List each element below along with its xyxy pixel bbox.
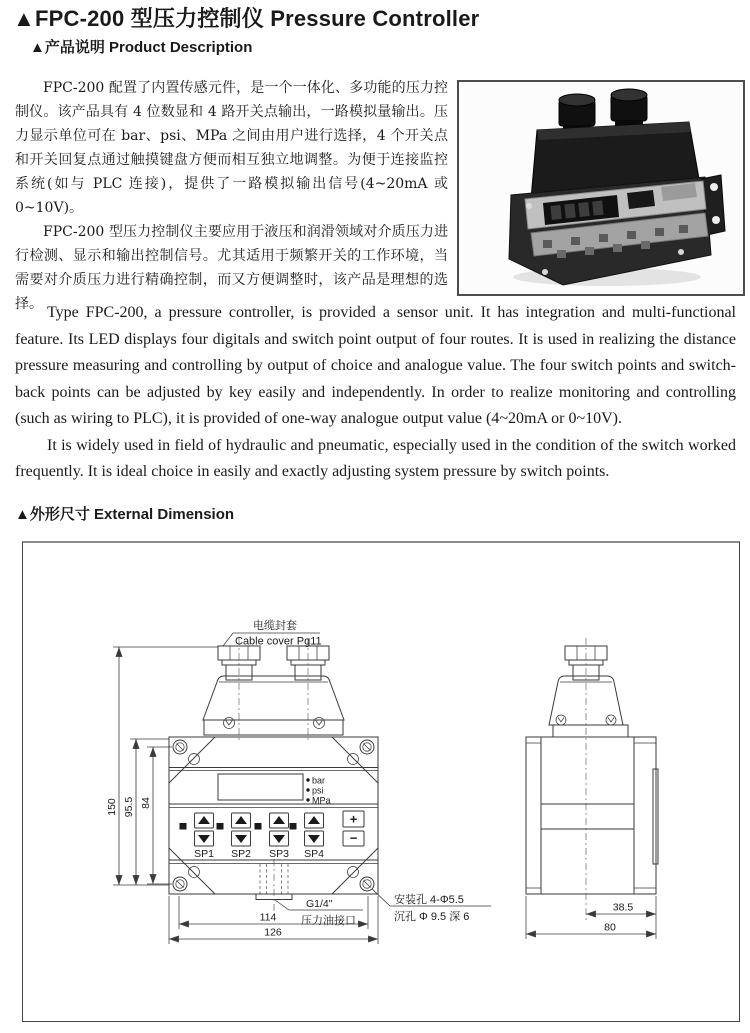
led-dot-icon xyxy=(306,788,309,791)
unit-led-label-bar: bar xyxy=(312,775,326,786)
dim-150-label: 150 xyxy=(106,798,118,816)
description-english xyxy=(15,300,736,486)
dim-84-label: 84 xyxy=(140,797,152,809)
minus-key-label: − xyxy=(349,830,358,846)
paragraph-en-1: Type FPC-200, a pressure controller, is provided a sensor unit. It has integration and multi-functional feature. Its LED displays four digitals and switch point output of four routes. It is used in realizing the distance pressure measuring and controlling by output of choice and analogue value. The four switch points and switch-back points can be adjusted by key easily and independently. In order to realize monitoring and controlling (such as wiring to PLC), it is provided of one-way analogue output value (4~20mA or 0~10V). xyxy=(15,304,736,427)
dim-80-label: 80 xyxy=(604,921,616,934)
section-heading-product-description: ▲产品说明 Product Description xyxy=(30,39,253,56)
dim-114-label: 114 xyxy=(259,911,277,924)
mounting-hole xyxy=(712,216,720,224)
secondary-display xyxy=(627,190,655,209)
port-size-label: G1/4" xyxy=(306,898,333,910)
sp-indicator-icon xyxy=(217,823,224,830)
paragraph-en-2: It is widely used in field of hydraulic and pneumatic, especially used in the condition of the switch worked frequently. It is ideal choice in easily and exactly adjusting system pressure by switch points. xyxy=(15,436,736,480)
sp3-label: SP3 xyxy=(269,848,289,860)
unit-led-label-psi: psi xyxy=(312,785,324,796)
corner-ear xyxy=(169,737,215,783)
up-arrow-icon xyxy=(308,816,320,824)
led-display-window xyxy=(218,774,303,800)
corner-ear xyxy=(332,737,378,783)
sp-indicator-icon xyxy=(180,823,187,830)
cable-cover-label-cn: 电缆封套 xyxy=(253,620,297,632)
up-arrow-icon xyxy=(235,816,247,824)
down-arrow-icon xyxy=(308,835,320,843)
sp4-label: SP4 xyxy=(304,848,324,860)
panel-screw xyxy=(542,269,548,275)
section-heading-external-dimension: ▲外形尺寸 External Dimension xyxy=(15,506,235,523)
terminal-cover xyxy=(203,676,344,720)
cable-cover-label-en: Cable cover Pg11 xyxy=(235,635,322,648)
dimension-drawing xyxy=(22,541,740,1022)
sp2-label: SP2 xyxy=(231,848,251,860)
sp-indicator-icon xyxy=(290,823,297,830)
body-outline xyxy=(541,737,634,894)
down-arrow-icon xyxy=(235,835,247,843)
dim-126-label: 126 xyxy=(264,926,282,939)
description-chinese xyxy=(15,76,448,316)
cover-flange xyxy=(553,725,628,737)
paragraph-cn-1: FPC-200 配置了内置传感元件，是一个一体化、多功能的压力控制仪。该产品具有 4 位数显和 4 路开关点输出，一路模拟量输出。压力显示单位可在 bar、psi、MPa 之间由用户进行选择，4 个开关点和开关回复点通过触摸键盘方便而相互独立地调整。为便于连接监控系统(如与 PLC 连接)，提供了一路模拟输出信号(4~20mA 或 0~10V)。 xyxy=(15,80,448,216)
port-label-cn: 压力油接口 xyxy=(301,915,356,927)
product-photo xyxy=(457,80,745,296)
dim-95-5-label: 95.5 xyxy=(123,796,135,818)
sp-keypad xyxy=(180,813,325,860)
led-dot-icon xyxy=(306,778,309,781)
sp1-label: SP1 xyxy=(194,848,214,860)
front-view xyxy=(106,618,491,944)
up-arrow-icon xyxy=(273,816,285,824)
dim-38-5-label: 38.5 xyxy=(612,901,634,914)
product-photo-image xyxy=(459,82,743,294)
led-dot-icon xyxy=(306,798,309,801)
body-outline xyxy=(169,737,378,894)
left-mount-plate xyxy=(526,737,541,894)
sp-indicator-icon xyxy=(255,823,262,830)
mounting-hole xyxy=(710,183,718,191)
panel-screw xyxy=(678,249,684,255)
corner-ear xyxy=(332,848,378,894)
paragraph-cn-2: FPC-200 型压力控制仪主要应用于液压和润滑领域对介质压力进行检测、显示和输出控制信号。尤其适用于频繁开关的工作环境，当需要对介质压力进行精确控制，而又方便调整时，该产品是理想的选择。 xyxy=(15,224,448,312)
down-arrow-icon xyxy=(273,835,285,843)
down-arrow-icon xyxy=(198,835,210,843)
panel-screw xyxy=(526,203,532,209)
dimension-drawing-svg xyxy=(23,543,738,1020)
counterbore-label: 沉孔 Φ 9.5 深 6 xyxy=(394,911,470,923)
plus-key-label: + xyxy=(349,811,358,827)
side-view xyxy=(526,638,658,939)
unit-led-label-mpa: MPa xyxy=(312,795,331,806)
page-title: ▲FPC-200 型压力控制仪 Pressure Controller xyxy=(13,6,480,31)
mount-hole-label: 安装孔 4-Φ5.5 xyxy=(394,894,464,906)
mounting-screw-icon xyxy=(173,740,374,891)
up-arrow-icon xyxy=(198,816,210,824)
